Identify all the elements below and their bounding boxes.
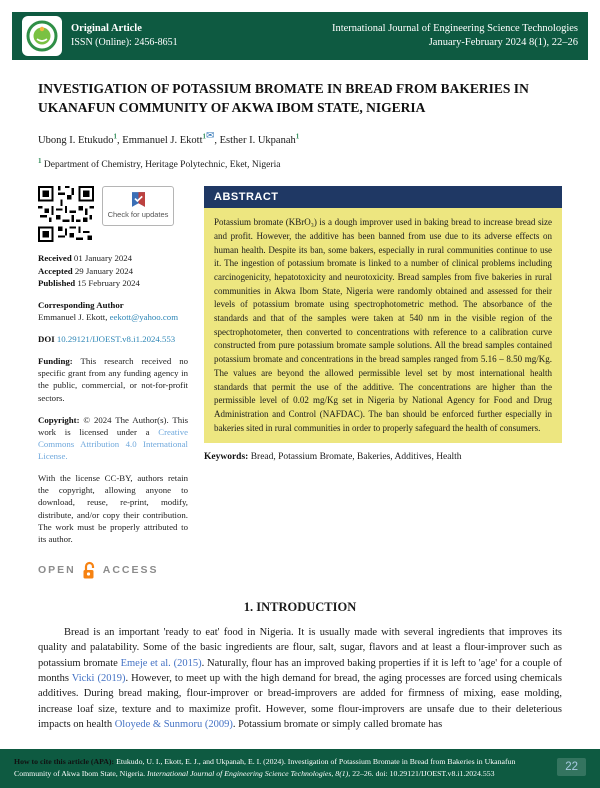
- affiliation-superscript: 1: [38, 157, 42, 166]
- doi-link[interactable]: 10.29121/IJOEST.v8.i1.2024.553: [56, 334, 176, 345]
- funding-note: Funding: This research received no specific grant from any funding agency in the public, commercial, or not-for-profit sectors.: [38, 356, 188, 403]
- accepted-date: 29 January 2024: [74, 265, 134, 276]
- check-for-updates-label: Check for updates: [107, 209, 169, 219]
- journal-header-bar: [12, 12, 588, 60]
- header-left-block: [71, 22, 178, 50]
- cc-license-link[interactable]: Creative Commons Attribution 4.0 International License.: [38, 426, 188, 462]
- affiliation-superscript: 1: [113, 132, 118, 141]
- copyright-note: Copyright: © 2024 The Author(s). This work is licensed under a Creative Commons Attribution 4.0 International License.: [38, 414, 188, 462]
- corresponding-author-name: Emmanuel J. Ekott,: [38, 311, 108, 322]
- keywords-line: [204, 452, 562, 462]
- section-heading-introduction: 1. INTRODUCTION: [243, 599, 357, 614]
- received-date: 01 January 2024: [73, 253, 133, 264]
- check-for-updates-badge[interactable]: [102, 186, 174, 226]
- author: Emmanuel J. Ekott$^1$✉,: [122, 130, 218, 147]
- page-number: 22: [557, 758, 586, 776]
- text-segment: . Potassium bromate or simply called bromate has: [232, 718, 443, 730]
- mail-icon[interactable]: ✉: [206, 130, 215, 142]
- doi-label: DOI: [38, 334, 55, 345]
- author-line: [38, 131, 562, 147]
- article-type: Original Article: [71, 23, 142, 35]
- published-date: 15 February 2024: [77, 277, 140, 288]
- issn: ISSN (Online): 2456-8651: [71, 37, 178, 49]
- cite-journal-italic: International Journal of Engineering Science Technologies, 8(1),: [146, 768, 351, 778]
- keywords-label: Keywords:: [204, 452, 249, 463]
- article-meta-column: [38, 186, 188, 580]
- text-segment: Bread is an important 'ready to eat' food in Nigeria. It is usually made with several ingredients that improves its quality and palatability. Some of the basic ingredients are flour, salt, sugar, flavors and at least a flour-improver such as potassium bromate: [38, 626, 562, 669]
- journal-logo: [22, 16, 62, 56]
- abstract-heading: ABSTRACT: [204, 186, 562, 208]
- open-access-word: ACCESS: [102, 564, 159, 577]
- open-access-word: OPEN: [38, 564, 76, 577]
- keywords-text: Bread, Potassium Bromate, Bakeries, Additives, Health: [250, 452, 462, 463]
- footer-bar: [0, 749, 600, 788]
- license-note: With the license CC-BY, authors retain the copyright, allowing anyone to download, reuse, re-print, modify, distribute, and/or copy their contribution. The work must be properly attributed to its author.: [38, 473, 188, 544]
- issue-info: January-February 2024 8(1), 22–26: [428, 37, 578, 48]
- abstract-column: [204, 186, 562, 580]
- author: Ubong I. Etukudo$^1$,: [38, 132, 120, 147]
- affiliation-text: Department of Chemistry, Heritage Polytechnic, Eket, Nigeria: [43, 160, 281, 171]
- crossmark-icon: [132, 192, 145, 207]
- affiliation-superscript: 1: [295, 132, 300, 141]
- corresponding-author-email[interactable]: eekott@yahoo.com: [109, 311, 179, 322]
- abstract-text: Potassium bromate (KBrO₃) is a dough improver used in baking bread to increase bread size and profit. However, the additive has been banned from use due to its adverse effects on human health. Despite its ban, some bakers, especially in rural communities continue to use it. The ingestion of potassium bromate is linked to a number of clinical problems including carcinogenicity, hepatotoxicity and neurotoxicity. Bread samples from five bakeries in rural communities in Akwa Ibom State, Nigeria were randomly obtained and assessed for their levels of potassium bromate using spectrophotometric method. The absorbance of the standards and that of the samples were taken at 540 nm in the visible region of the spectrophotometer, then converted to concentrations with reference to a calibration curve constructed from pure potassium bromate sample solutions. All the bread samples contained potassium bromate and concentrations in the bread samples ranged from 5.16 – 8.50 mg/Kg. The values are beyond the allowed permissible level set by most international health standards that permit the use of the additive. The concentrations are higher than the permissible level of 0.02 mg/Kg set in Nigeria by National Agency for Food and Drug Administration and Control (NAFDAC). The ban should be enforced further especially in bakeries sited in rural communities in order to properly safeguard the health of consumers.: [204, 208, 562, 443]
- citation-link[interactable]: Emeje et al. (2015): [120, 657, 202, 669]
- qr-code: [38, 186, 94, 242]
- corresponding-author: [38, 299, 188, 323]
- journal-logo-icon: [25, 19, 59, 53]
- journal-name: International Journal of Engineering Science Technologies: [331, 22, 578, 34]
- citation-link[interactable]: Oloyede & Sunmoru (2009): [114, 718, 233, 730]
- header-right-block: [332, 22, 578, 50]
- open-access-badge: [38, 561, 188, 580]
- introduction-paragraph: [38, 625, 562, 732]
- article-dates: Received 01 January 2024 Accepted 29 January 2024 Published 15 February 2024: [38, 253, 140, 288]
- open-lock-icon: [81, 561, 98, 580]
- cite-label: How to cite this article (APA):: [14, 757, 115, 767]
- citation-note: How to cite this article (APA): Etukudo, U. I., Ekott, E. J., and Ukpanah, E. I. (2024). Investigation of Potassium Bromate in Bread from Bakeries in Ukanafun Community of Akwa Ibom State, Nigeria. International Journal of Engineering Science Technologies, 8(1), 22–26. doi: 10.29121/IJOEST.v8.i1.2024.553: [14, 757, 516, 778]
- affiliation-line: [38, 157, 562, 170]
- paper-title: INVESTIGATION OF POTASSIUM BROMATE IN BREAD FROM BAKERIES IN UKANAFUN COMMUNITY OF AKWA IBOM STATE, NIGERIA: [38, 81, 529, 115]
- citation-link[interactable]: Vicki (2019): [71, 672, 126, 684]
- author: Esther I. Ukpanah$^1$: [219, 132, 300, 147]
- corresponding-author-label: Corresponding Author: [38, 299, 124, 310]
- doi-line: [38, 333, 188, 345]
- affiliation-superscript: 1: [202, 132, 206, 141]
- text-segment: . Naturally, flour has an improved baking properties if it is left to 'age' for a couple of months: [38, 657, 562, 684]
- text-segment: . However, to meet up with the high demand for bread, the aging processes are forced using chemicals additives. During bread making, flour-improver or bread-improvers are added for firmness of mixing, ease molding, increase loaf size, texture and to maximize profit. However, some flour-improvers are unsafe due to their deleterious impacts on health: [38, 672, 562, 730]
